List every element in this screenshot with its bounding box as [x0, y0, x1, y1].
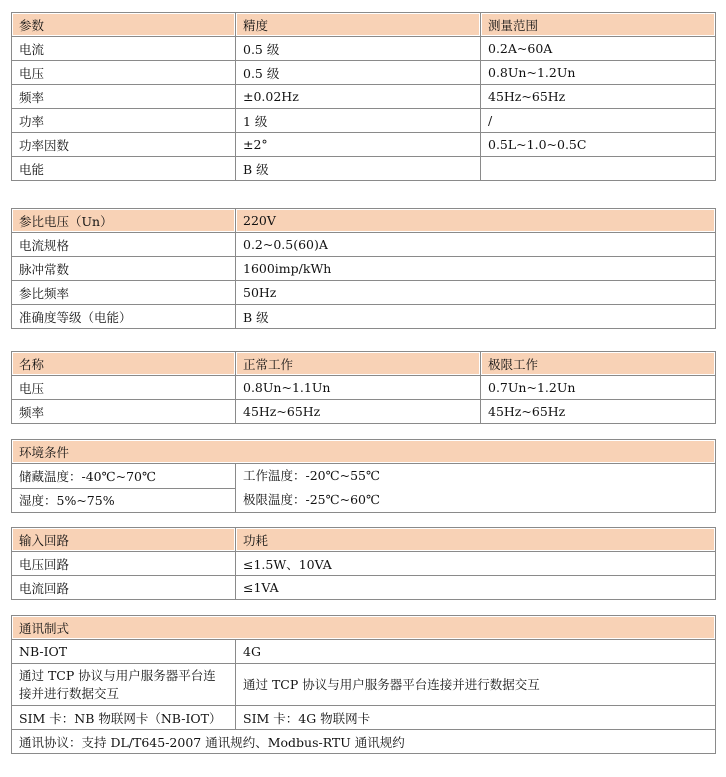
header-cell: 正常工作 [236, 352, 481, 376]
header-cell: 测量范围 [481, 13, 716, 37]
sim-left: SIM 卡：NB 物联网卡（NB-IOT） [12, 706, 236, 730]
table-row [12, 281, 716, 305]
cell: 功率 [12, 109, 236, 133]
cell: 电流 [12, 37, 236, 61]
cell: B 级 [236, 157, 481, 181]
header-cell: 精度 [236, 13, 481, 37]
cell: 电流规格 [12, 233, 236, 257]
protocol-left: 通过 TCP 协议与用户服务器平台连接并进行数据交互 [12, 664, 236, 706]
cell [481, 157, 716, 181]
sim-right: SIM 卡：4G 物联网卡 [236, 706, 716, 730]
cell: 0.2~0.5(60)A [236, 233, 716, 257]
table-header-row [12, 528, 716, 552]
table-row [12, 233, 716, 257]
cell: 电流回路 [12, 576, 236, 600]
header-cell: 输入回路 [12, 528, 236, 552]
cell: 45Hz~65Hz [236, 400, 481, 424]
nbiot-label: NB-IOT [12, 640, 236, 664]
cell: / [481, 109, 716, 133]
cell: 功率因数 [12, 133, 236, 157]
working-range-table [11, 351, 716, 424]
cell: 0.5 级 [236, 61, 481, 85]
table-header-row [12, 209, 716, 233]
cell: 频率 [12, 85, 236, 109]
cell: 脉冲常数 [12, 257, 236, 281]
cell: 1600imp/kWh [236, 257, 716, 281]
cell: 0.2A~60A [481, 37, 716, 61]
header-cell: 220V [236, 209, 716, 233]
communication-title: 通讯制式 [12, 616, 716, 640]
environment-title: 环境条件 [12, 440, 716, 464]
table-row [12, 706, 716, 730]
table-row [12, 61, 716, 85]
cell: 电压 [12, 61, 236, 85]
work-temp-cell [236, 464, 716, 513]
table-row [12, 85, 716, 109]
protocol-right: 通过 TCP 协议与用户服务器平台连接并进行数据交互 [236, 664, 716, 706]
communication-table [11, 615, 716, 754]
cell: 45Hz~65Hz [481, 85, 716, 109]
cell: 0.5 级 [236, 37, 481, 61]
table-row [12, 464, 716, 489]
power-consumption-table [11, 527, 716, 600]
table-row [12, 37, 716, 61]
rated-params-table [11, 208, 716, 329]
cell: 0.8Un~1.1Un [236, 376, 481, 400]
cell: ±2° [236, 133, 481, 157]
table-header-row [12, 13, 716, 37]
cell: 1 级 [236, 109, 481, 133]
cell: 0.8Un~1.2Un [481, 61, 716, 85]
work-temp: 工作温度：-20℃~55℃ [243, 468, 380, 483]
cell: 参比频率 [12, 281, 236, 305]
header-cell: 功耗 [236, 528, 716, 552]
table-row [12, 640, 716, 664]
cell: 频率 [12, 400, 236, 424]
cell: 电能 [12, 157, 236, 181]
protocol-support: 通讯协议：支持 DL/T645-2007 通讯规约、Modbus-RTU 通讯规约 [12, 730, 716, 754]
table-row [12, 305, 716, 329]
table-header-row [12, 352, 716, 376]
header-cell: 名称 [12, 352, 236, 376]
cell: 准确度等级（电能） [12, 305, 236, 329]
measurement-params-table [11, 12, 716, 181]
header-cell: 极限工作 [481, 352, 716, 376]
table-row [12, 730, 716, 754]
cell: 0.5L~1.0~0.5C [481, 133, 716, 157]
table-row [12, 109, 716, 133]
cell: 50Hz [236, 281, 716, 305]
table-row [12, 133, 716, 157]
cell: 电压回路 [12, 552, 236, 576]
cell: ±0.02Hz [236, 85, 481, 109]
cell: ≤1.5W、10VA [236, 552, 716, 576]
table-row [12, 576, 716, 600]
cell: 0.7Un~1.2Un [481, 376, 716, 400]
nbiot-value: 4G [236, 640, 716, 664]
storage-temp-cell: 储藏温度：-40℃~70℃ [12, 464, 236, 489]
table-row [12, 157, 716, 181]
cell: 45Hz~65Hz [481, 400, 716, 424]
cell: ≤1VA [236, 576, 716, 600]
header-cell: 参数 [12, 13, 236, 37]
limit-temp: 极限温度：-25℃~60℃ [243, 492, 380, 507]
table-header-row [12, 616, 716, 640]
table-row [12, 664, 716, 706]
table-row [12, 376, 716, 400]
cell: 电压 [12, 376, 236, 400]
cell: B 级 [236, 305, 716, 329]
table-row [12, 552, 716, 576]
table-header-row [12, 440, 716, 464]
header-cell: 参比电压（Un） [12, 209, 236, 233]
environment-table [11, 439, 716, 513]
table-row [12, 400, 716, 424]
humidity-cell: 湿度：5%~75% [12, 488, 236, 513]
table-row [12, 257, 716, 281]
